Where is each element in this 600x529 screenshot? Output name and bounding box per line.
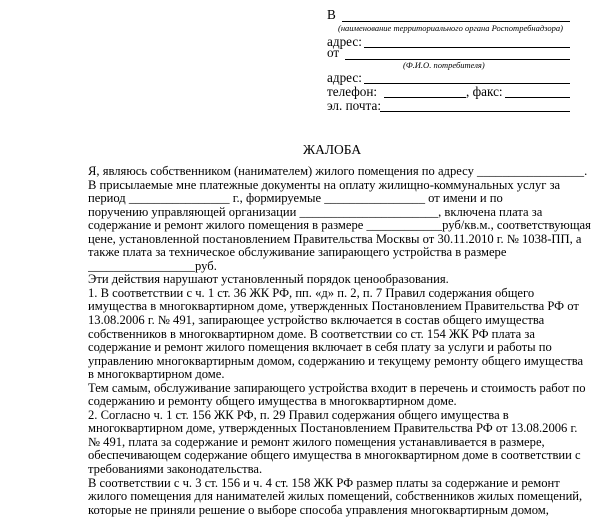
- email-line: [380, 111, 570, 112]
- address-line: [364, 47, 570, 48]
- body-line: содержанию и ремонту общего имущества в многоквартирном доме.: [88, 395, 457, 409]
- body-line: период ________________ г., формируемые ________________ от имени и по: [88, 192, 503, 206]
- body-line: В соответствии с ч. 3 ст. 156 и ч. 4 ст. 158 ЖК РФ размер платы за содержание и ремонт: [88, 476, 560, 490]
- fax-label: , факс:: [466, 84, 503, 99]
- phone-line: [384, 97, 466, 98]
- address2-label: адрес:: [327, 70, 362, 85]
- to-line: [342, 21, 570, 22]
- body-line: Эти действия нарушают установленный порядок ценообразования.: [88, 273, 449, 287]
- body-line: В присылаемые мне платежные документы на оплату жилищно-коммунальных услуг за: [88, 178, 561, 192]
- body-line: 13.08.2006 г. № 491, запирающее устройство включается в состав общего имущества: [88, 314, 545, 328]
- body-line: обеспечивающем содержание общего имущества в многоквартирном доме в соответствии с: [88, 449, 581, 463]
- body-line: собственников в многоквартирном доме. В соответствии со ст. 154 ЖК РФ плата за: [88, 327, 535, 341]
- address-label: адрес:: [327, 34, 362, 49]
- complaint-body: [88, 165, 596, 517]
- body-line: многоквартирном доме, утвержденных Постановлением Правительства РФ от 13.08.2006 г.: [88, 422, 578, 436]
- body-line: в многоквартирном доме.: [88, 368, 225, 382]
- from-caption: (Ф.И.О. потребителя): [403, 60, 485, 70]
- body-line: № 491, плата за содержание и ремонт жилого помещения устанавливается в размере,: [88, 435, 545, 449]
- body-line: поручению управляющей организации ______________________, включена плата за: [88, 205, 543, 219]
- body-line: требованиями законодательства.: [88, 463, 263, 477]
- body-line: содержание и ремонт жилого помещения включает в себя плату за услуги и работы по: [88, 341, 552, 355]
- to-label: В: [327, 7, 336, 22]
- document-title: ЖАЛОБА: [303, 142, 362, 157]
- body-line: Я, являюсь собственником (нанимателем) жилого помещения по адресу _________________.: [88, 165, 588, 178]
- body-line: имущества в многоквартирном доме, утвержденных Постановлением Правительства РФ от: [88, 300, 579, 314]
- to-caption: (наименование территориального органа Роспотребнадзора): [338, 23, 563, 33]
- email-label: эл. почта:: [327, 98, 381, 113]
- body-line: управлению многоквартирным домом, содержанию и текущему ремонту общего имущества: [88, 354, 584, 368]
- body-line: также плата за техническое обслуживание запирающего устройства в размере: [88, 246, 507, 260]
- body-line: цене, установленной постановлением Правительства Москвы от 30.11.2010 г. № 1038-ПП, а: [88, 232, 582, 246]
- body-line: содержание и ремонт жилого помещения в размере ____________руб/кв.м., соответствующая: [88, 219, 591, 233]
- body-line: 1. В соответствии с ч. 1 ст. 36 ЖК РФ, пп. «д» п. 2, п. 7 Правил содержания общего: [88, 286, 535, 300]
- fax-line: [505, 97, 570, 98]
- body-line: которые не приняли решение о выборе способа управления многоквартирным домом,: [88, 503, 549, 517]
- body-line: _________________руб.: [88, 259, 217, 273]
- phone-label: телефон:: [327, 84, 378, 99]
- body-line: жилого помещения для нанимателей жилых помещений, собственников жилых помещений,: [88, 490, 583, 504]
- from-label: от: [327, 45, 340, 60]
- body-line: Тем самым, обслуживание запирающего устройства входит в перечень и стоимость работ по: [88, 381, 586, 395]
- body-line: 2. Согласно ч. 1 ст. 156 ЖК РФ, п. 29 Правил содержания общего имущества в: [88, 408, 509, 422]
